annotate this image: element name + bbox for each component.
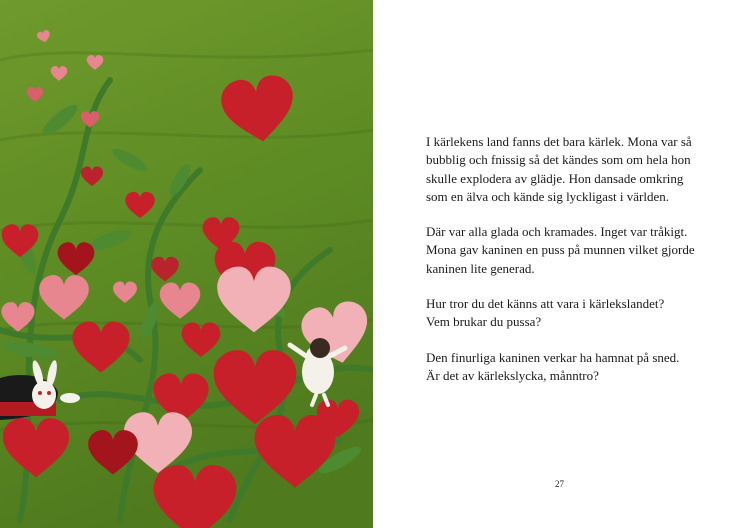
text-line: skulle explodera av glädje. Hon dansade omkring [426, 170, 684, 186]
text-line: kaninen lite generad. [426, 260, 535, 276]
text-line: Den finurliga kaninen verkar ha hamnat på sned. [426, 349, 680, 365]
text-line: som en älva och kände sig lyckligast i världen. [426, 188, 669, 204]
text-line: Vem brukar du pussa? [426, 314, 542, 330]
story-text [426, 133, 726, 402]
text-line: bubblig och fnissig så det kändes som om hela hon [426, 152, 691, 168]
text-page [373, 0, 746, 528]
text-line: I kärlekens land fanns det bara kärlek. Mona var så [426, 134, 692, 149]
page-number: 27 [555, 479, 564, 489]
paragraph-3 [426, 295, 726, 332]
paragraph-2 [426, 223, 726, 278]
text-line: Mona gav kaninen en puss på munnen vilket gjorde [426, 242, 695, 258]
paragraph-1 [426, 133, 726, 206]
text-line: Är det av kärlekslycka, månntro? [426, 367, 599, 383]
text-line: Hur tror du det känns att vara i kärlekslandet? [426, 296, 665, 312]
text-line: Där var alla glada och kramades. Inget var tråkigt. [426, 224, 688, 240]
paragraph-4 [426, 349, 726, 386]
